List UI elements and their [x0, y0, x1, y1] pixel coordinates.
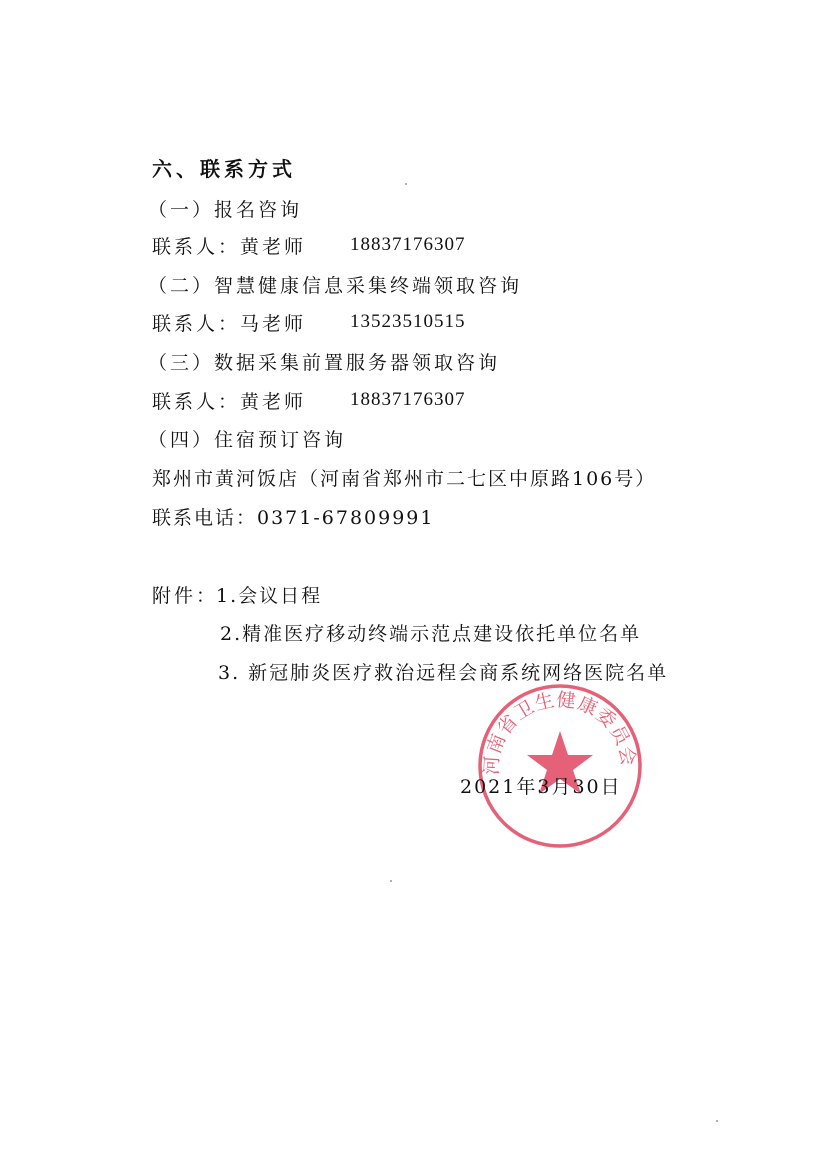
scan-speck [716, 1120, 718, 1122]
subsection-heading-4: （四）住宿预订咨询 [148, 429, 347, 451]
subsection-heading-1: （一）报名咨询 [148, 199, 303, 221]
contact-person-3: 联系人：黄老师 [152, 391, 307, 413]
section-title: 六、联系方式 [152, 157, 296, 181]
scan-speck [390, 880, 392, 882]
subsection-heading-3: （三）数据采集前置服务器领取咨询 [148, 352, 501, 374]
document-date: 2021年3月30日 [460, 776, 622, 798]
official-seal [475, 681, 645, 851]
seal-text: 河南省卫生健康委员会 [481, 689, 639, 776]
hotel-phone: 联系电话：0371-67809991 [152, 507, 435, 529]
scan-speck [405, 183, 407, 185]
contact-person-1: 联系人：黄老师 [152, 236, 307, 258]
attachments-label: 附件： [152, 585, 219, 607]
attachment-item-2: 2.精准医疗移动终端示范点建设依托单位名单 [220, 623, 642, 645]
contact-phone-2: 13523510515 [350, 311, 466, 332]
contact-person-2: 联系人：马老师 [152, 313, 307, 335]
contact-phone-3: 18837176307 [350, 389, 466, 410]
contact-phone-1: 18837176307 [350, 234, 466, 255]
hotel-address: 郑州市黄河饭店（河南省郑州市二七区中原路106号） [152, 468, 657, 490]
attachment-item-1: 1.会议日程 [216, 585, 323, 607]
attachment-item-3: 3. 新冠肺炎医疗救治远程会商系统网络医院名单 [218, 662, 669, 684]
subsection-heading-2: （二）智慧健康信息采集终端领取咨询 [148, 275, 523, 297]
